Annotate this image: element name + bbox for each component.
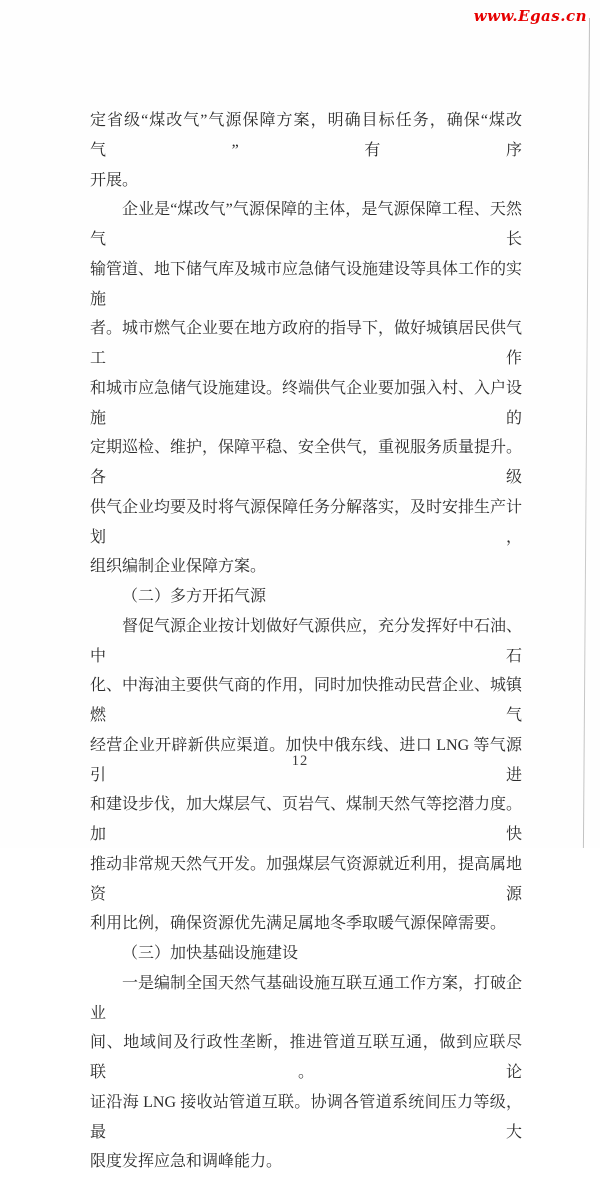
text-line: 定期巡检、维护，保障平稳、安全供气，重视服务质量提升。各级 xyxy=(90,439,523,486)
text-line: （二）多方开拓气源 xyxy=(122,588,267,605)
text-line: （三）加快基础设施建设 xyxy=(122,945,299,962)
text-line: 推动非常规天然气开发。加强煤层气资源就近利用，提高属地资源 xyxy=(90,855,523,903)
text-line: 组织编制企业保障方案。 xyxy=(90,558,267,576)
text-line: 证沿海 LNG 接收站管道互联。协调各管道系统间压力等级，最大 xyxy=(90,1093,522,1141)
text-line: 输管道、地下储气库及城市应急储气设施建设等具体工作的实施 xyxy=(90,260,523,308)
text-line: 定省级“煤改气”气源保障方案，明确目标任务，确保“煤改气”有序 xyxy=(90,112,522,159)
text-line: 督促气源企业按计划做好气源供应，充分发挥好中石油、中石 xyxy=(90,617,523,665)
text-line: 经营企业开辟新供应渠道。加快中俄东线、进口 LNG 等气源引进 xyxy=(90,736,522,784)
text-line: 利用比例，确保资源优先满足属地冬季取暖气源保障需要。 xyxy=(90,915,507,933)
text-line: 化、中海油主要供气商的作用，同时加快推动民营企业、城镇燃气 xyxy=(90,677,523,724)
text-line: 限度发挥应急和调峰能力。 xyxy=(90,1153,283,1171)
text-line: 企业是“煤改气”气源保障的主体，是气源保障工程、天然气长 xyxy=(90,201,522,248)
text-line: 和城市应急储气设施建设。终端供气企业要加强入村、入户设施的 xyxy=(90,379,523,427)
text-line: 供气企业均要及时将气源保障任务分解落实，及时安排生产计划， xyxy=(90,498,523,546)
page-number: 12 xyxy=(291,753,309,769)
text-line: 者。城市燃气企业要在地方政府的指导下，做好城镇居民供气工作 xyxy=(90,320,523,367)
text-line: 和建设步伐，加大煤层气、页岩气、煤制天然气等挖潜力度。加快 xyxy=(90,796,523,843)
text-line: 开展。 xyxy=(90,171,139,189)
text-block xyxy=(90,106,522,1177)
page-edge-scan-line xyxy=(583,18,590,848)
text-line: 一是编制全国天然气基础设施互联互通工作方案，打破企业 xyxy=(90,974,523,1022)
text-line: 间、地域间及行政性垄断，推进管道互联互通，做到应联尽联。论 xyxy=(90,1034,522,1081)
watermark-text: www.Egas.cn xyxy=(473,7,587,25)
